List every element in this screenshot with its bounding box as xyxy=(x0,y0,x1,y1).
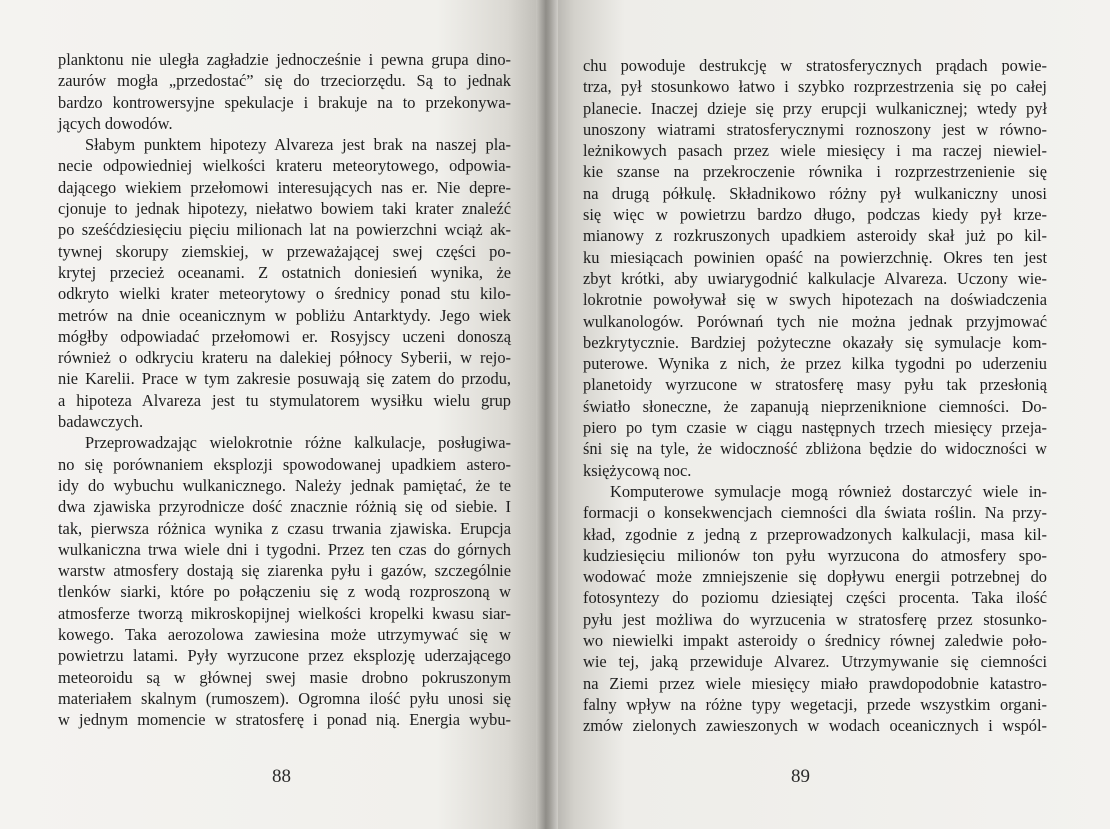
text-line: kie szanse na przekroczenie równika i rozprzestrzenienie się xyxy=(583,162,1047,182)
text-line: po sześćdziesięciu pięciu milionach lat na powierzchni wciąż ak- xyxy=(58,220,511,240)
text-line: mianowy z rozkruszonych upadkiem asteroidy skał już po kil- xyxy=(583,226,1047,246)
text-line: metrów na dnie oceanicznym w pobliżu Antarktydy. Jego wiek xyxy=(58,305,511,325)
text-line: bardzo kontrowersyjne spekulacje i brakuje na to przekonywa- xyxy=(58,92,511,112)
text-line: wo niewielki impakt asteroidy o średnicy równej zaledwie poło- xyxy=(583,631,1047,651)
text-line: zmów zielonych zawieszonych w wodach oceanicznych i wspól- xyxy=(583,716,1047,736)
right-page xyxy=(546,0,1110,829)
text-line: pyłu jest możliwa do wyrzucenia w stratosferę przez stosunko- xyxy=(583,609,1047,629)
text-line: materiałem skalnym (rumoszem). Ogromna ilość pyłu unosi się xyxy=(58,688,511,708)
text-line: wie tej, jaką przewiduje Alvarez. Utrzymywanie się ciemności xyxy=(583,652,1047,672)
text-line: warstw atmosfery dostają się ziarenka pyłu i gazów, szczególnie xyxy=(58,561,511,581)
left-page-number: 88 xyxy=(272,766,291,787)
text-line: meteoroidu są w głównej swej masie drobno pokruszonym xyxy=(58,667,511,687)
left-page xyxy=(0,0,546,829)
text-line: atmosferze tworzą mikroskopijnej wielkości kropelki kwasu siar- xyxy=(58,603,511,623)
right-page-number: 89 xyxy=(791,766,810,787)
text-line: badawczych. xyxy=(58,412,144,432)
text-line: piero po tym czasie w ciągu następnych trzech miesięcy przeja- xyxy=(583,418,1047,438)
text-line: Przeprowadzając wielokrotnie różne kalkulacje, posługiwa- xyxy=(85,433,511,453)
text-line: powietrzu latami. Pyły wyrzucone przez eksplozję uderzającego xyxy=(58,646,511,666)
text-line: trza, pył stosunkowo łatwo i szybko rozprzestrzenia się po całej xyxy=(583,77,1047,97)
text-line: idy do wybuchu wulkanicznego. Należy jednak pamiętać, że te xyxy=(58,475,511,495)
text-line: kowego. Taka aerozolowa zawiesina może utrzymywać się w xyxy=(58,625,511,645)
text-line: kład, zgodnie z jedną z przeprowadzonych kalkulacji, masa kil- xyxy=(583,524,1047,544)
text-line: dwa zjawiska przyrodnicze dość znacznie różnią się od siebie. I xyxy=(58,497,511,517)
book-gutter xyxy=(536,0,558,829)
text-line: no się porównaniem eksplozji spowodowanej upadkiem astero- xyxy=(58,454,511,474)
text-line: planktonu nie uległa zagładzie jednocześnie i pewna grupa dino- xyxy=(58,50,511,69)
text-line: dającego wiekiem przełomowi interesujących nas er. Nie depre- xyxy=(58,177,511,197)
text-line: księżycową noc. xyxy=(583,460,692,480)
text-line: unoszony wiatrami stratosferycznymi roznoszony jest w równo- xyxy=(583,119,1047,139)
text-line: planecie. Inaczej dzieje się przy erupcji wulkanicznej; wtedy pył xyxy=(583,98,1047,118)
text-line: a hipoteza Alvareza jest tu stymulatorem wysiłku wielu grup xyxy=(58,390,511,410)
text-line: formacji o konsekwencjach ciemności dla świata roślin. Na przy- xyxy=(583,503,1047,523)
text-line: Słabym punktem hipotezy Alvareza jest brak na naszej pla- xyxy=(85,135,511,155)
text-line: tlenków siarki, które po połączeniu się z wodą rozproszoną w xyxy=(58,582,511,602)
text-line: necie odpowiedniej wielkości krateru meteorytowego, odpowia- xyxy=(58,156,511,176)
text-line: wulkaniczna trwa wiele dni i tygodni. Przez ten czas do górnych xyxy=(58,539,511,559)
text-line: leżnikowych pasach przez wiele miesięcy i ma raczej niewiel- xyxy=(583,141,1047,161)
text-line: cjonuje to jednak hipotezy, niełatwo bowiem taki krater znaleźć xyxy=(58,199,511,219)
text-line: odkryto wielki krater meteorytowy o średnicy ponad stu kilo- xyxy=(58,284,511,304)
text-line: się więc w powietrzu bardzo długo, podczas kiedy pył krze- xyxy=(583,205,1047,225)
text-line: tak, pierwsza różnica wynika z czasu trwania zjawiska. Erupcja xyxy=(58,518,511,538)
text-line: puterowe. Wynika z nich, że przez kilka tygodni po uderzeniu xyxy=(583,354,1047,374)
text-line: mógłby odpowiadać przełomowi er. Rosyjscy uczeni donoszą xyxy=(58,326,511,346)
text-line: krytej przecież oceanami. Z ostatnich doniesień wynika, że xyxy=(58,262,511,282)
text-line: planetoidy wyrzucone w stratosferę masy pyłu tak przesłonią xyxy=(583,375,1047,395)
left-page-text xyxy=(58,49,511,731)
text-line: tywnej skorupy ziemskiej, w przeważającej swej części po- xyxy=(58,241,511,261)
text-line: chu powoduje destrukcję w stratosferycznych prądach powie- xyxy=(583,56,1047,75)
text-line: Komputerowe symulacje mogą również dostarczyć wiele in- xyxy=(610,481,1047,501)
text-line: światło słoneczne, że zapanują nieprzeniknione ciemności. Do- xyxy=(583,396,1047,416)
text-line: na drugą półkulę. Składnikowo różny pył wulkaniczny unosi xyxy=(583,183,1047,203)
text-line: wulkanologów. Porównań tych nie można jednak przyjmować xyxy=(583,311,1047,331)
text-line: zbyt krótki, aby uwiarygodnić kalkulacje Alvareza. Uczony wie- xyxy=(583,268,1047,288)
text-line: fotosyntezy do poziomu dziesiątej części procenta. Taka ilość xyxy=(583,588,1047,608)
text-line: śni się na tyle, że widoczność zbliżona będzie do widoczności w xyxy=(583,439,1047,459)
text-line: falny wpływ na różne typy wegetacji, przede wszystkim organi- xyxy=(583,694,1047,714)
text-line: lokrotnie powoływał się w swych hipotezach na doświadczenia xyxy=(583,290,1047,310)
text-line: bezkrytycznie. Bardziej pożyteczne okazały się symulacje kom- xyxy=(583,332,1047,352)
text-line: ku miesiącach powinien opaść na powierzchnię. Okres ten jest xyxy=(583,247,1047,267)
text-line: w jednym momencie w stratosferę i ponad nią. Energia wybu- xyxy=(58,710,511,730)
text-line: kudziesięciu milionów ton pyłu wyrzucona do atmosfery spo- xyxy=(583,545,1047,565)
text-line: jących dowodów. xyxy=(58,113,173,133)
text-line: na Ziemi przez wiele miesięcy miało prawdopodobnie katastro- xyxy=(583,673,1047,693)
text-line: nie Karelii. Prace w tym zakresie posuwają się zatem do przodu, xyxy=(58,369,511,389)
text-line: zaurów mogła „przedostać” się do trzeciorzędu. Są to jednak xyxy=(58,71,511,91)
text-line: wodować może zmniejszenie się dopływu energii potrzebnej do xyxy=(583,567,1047,587)
right-page-text xyxy=(583,55,1047,737)
text-line: również o odkryciu krateru na dalekiej północy Syberii, w rejo- xyxy=(58,348,511,368)
